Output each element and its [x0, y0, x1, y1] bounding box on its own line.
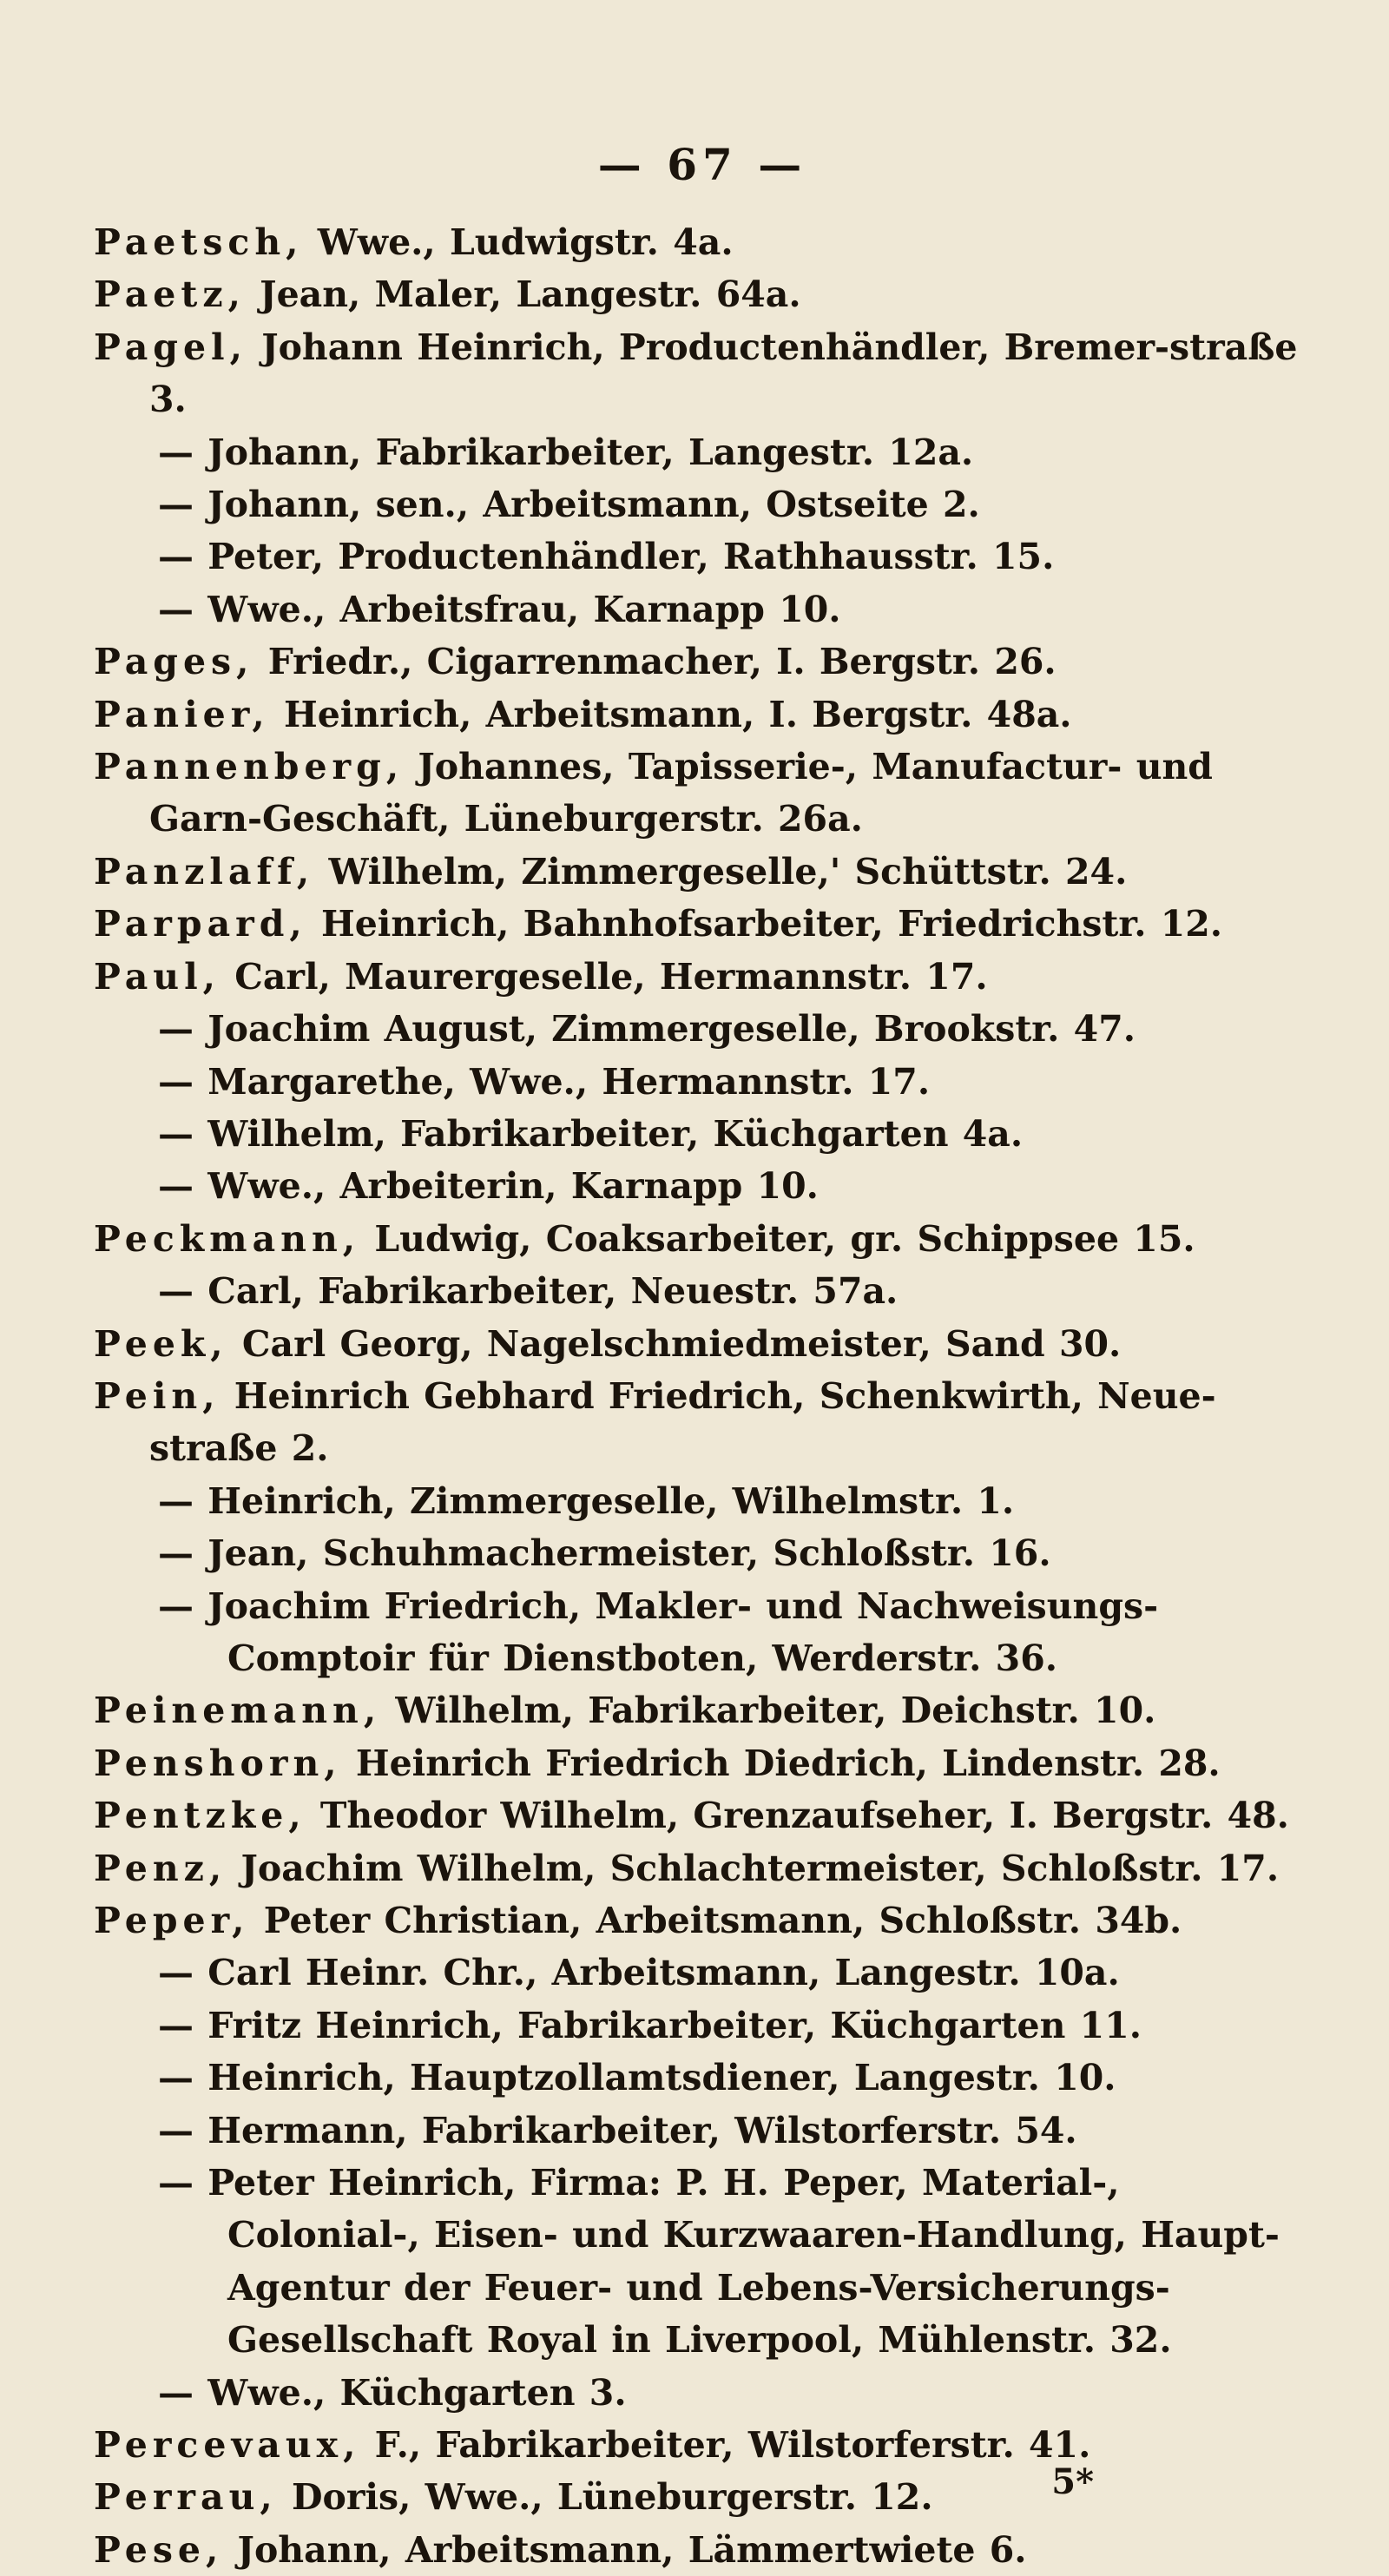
- entry-surname: Peek,: [94, 1322, 228, 1365]
- entry-surname: Pese,: [94, 2528, 224, 2571]
- entry-details: Doris, Wwe., Lüneburgerstr. 12.: [291, 2476, 933, 2519]
- entry-details: Fritz Heinrich, Fabrikarbeiter, Küchgarten 11.: [207, 2004, 1142, 2046]
- entry-details: Wwe., Arbeiterin, Karnapp 10.: [207, 1165, 819, 1208]
- entry-details: Johann, Arbeitsmann, Lämmertwiete 6.: [237, 2528, 1027, 2571]
- entry-surname: Peper,: [94, 1900, 250, 1941]
- repeat-dash: —: [158, 484, 194, 526]
- directory-entry: [94, 321, 1311, 426]
- entry-details: Heinrich Gebhard Friedrich, Schenkwirth, Neue-straße 2.: [149, 1374, 1216, 1470]
- repeat-dash: —: [158, 1008, 194, 1051]
- entry-surname: Pentzke,: [94, 1795, 306, 1837]
- entry-details: Carl, Fabrikarbeiter, Neuestr. 57a.: [207, 1270, 899, 1313]
- entry-details: Heinrich, Hauptzollamtsdiener, Langestr. 10.: [207, 2057, 1116, 2099]
- entry-list: [94, 216, 1311, 2576]
- directory-entry: [94, 2367, 1311, 2419]
- directory-entry: [94, 426, 1311, 478]
- directory-entry: [94, 478, 1311, 530]
- directory-entry: [94, 1056, 1311, 1108]
- directory-entry: [94, 636, 1311, 688]
- entry-surname: Panier,: [94, 693, 270, 735]
- entry-details: Peter Heinrich, Firma: P. H. Peper, Material-, Colonial-, Eisen- und Kurzwaaren-Handlung, Haupt-Agentur der Feuer- und Lebens-Versicherungs-Gesellschaft Royal in Liverpool, Mühlenstr. 32.: [207, 2162, 1280, 2362]
- directory-entry: [94, 1947, 1311, 1999]
- entry-surname: Pein,: [94, 1374, 221, 1417]
- entry-details: F., Fabrikarbeiter, Wilstorferstr. 41.: [374, 2424, 1091, 2467]
- entry-surname: Parpard,: [94, 903, 307, 945]
- repeat-dash: —: [158, 2371, 194, 2414]
- repeat-dash: —: [158, 1532, 194, 1575]
- repeat-dash: —: [158, 1952, 194, 1994]
- directory-entry: [94, 2524, 1311, 2576]
- repeat-dash: —: [158, 431, 194, 473]
- entry-surname: Penz,: [94, 1847, 227, 1889]
- repeat-dash: —: [158, 2109, 194, 2151]
- directory-entry: [94, 2419, 1311, 2471]
- directory-entry: [94, 1265, 1311, 1317]
- entry-surname: Perrau,: [94, 2476, 278, 2519]
- directory-entry: [94, 1527, 1311, 1579]
- directory-entry: [94, 1789, 1311, 1841]
- directory-entry: [94, 268, 1311, 320]
- directory-entry: [94, 583, 1311, 636]
- directory-entry: [94, 1160, 1311, 1212]
- entry-details: Friedr., Cigarrenmacher, I. Bergstr. 26.: [267, 641, 1057, 683]
- directory-entry: [94, 1580, 1311, 1685]
- entry-details: Carl, Maurergeselle, Hermannstr. 17.: [234, 955, 988, 998]
- directory-entry: [94, 2105, 1311, 2157]
- entry-surname: Pagel,: [94, 326, 247, 368]
- directory-entry: [94, 951, 1311, 1003]
- repeat-dash: —: [158, 1270, 194, 1313]
- entry-details: Ludwig, Coaksarbeiter, gr. Schippsee 15.: [374, 1217, 1195, 1260]
- directory-entry: [94, 1684, 1311, 1736]
- entry-details: Heinrich, Zimmergeselle, Wilhelmstr. 1.: [207, 1479, 1015, 1522]
- entry-details: Joachim Friedrich, Makler- und Nachweisungs-Comptoir für Dienstboten, Werderstr. 36.: [207, 1584, 1159, 1679]
- entry-details: Johann Heinrich, Productenhändler, Bremer-straße 3.: [149, 326, 1298, 421]
- directory-entry: [94, 846, 1311, 898]
- entry-details: Wilhelm, Fabrikarbeiter, Küchgarten 4a.: [207, 1112, 1024, 1155]
- directory-entry: [94, 1108, 1311, 1160]
- directory-entry: [94, 1318, 1311, 1370]
- directory-entry: [94, 1213, 1311, 1265]
- page-number: — 67 —: [597, 139, 807, 190]
- entry-details: Wwe., Arbeitsfrau, Karnapp 10.: [207, 588, 841, 630]
- entry-details: Carl Georg, Nagelschmiedmeister, Sand 30.: [241, 1322, 1122, 1365]
- directory-entry: [94, 1894, 1311, 1947]
- repeat-dash: —: [158, 1165, 194, 1208]
- entry-details: Johann, sen., Arbeitsmann, Ostseite 2.: [207, 484, 980, 526]
- entry-details: Heinrich, Bahnhofsarbeiter, Friedrichstr. 12.: [320, 903, 1223, 945]
- entry-surname: Pannenberg,: [94, 746, 405, 788]
- directory-entry: [94, 2052, 1311, 2104]
- entry-surname: Panzlaff,: [94, 850, 315, 893]
- repeat-dash: —: [158, 2162, 194, 2204]
- entry-surname: Paetsch,: [94, 221, 304, 263]
- entry-details: Joachim August, Zimmergeselle, Brookstr. 47.: [207, 1008, 1136, 1051]
- entry-surname: Penshorn,: [94, 1742, 342, 1784]
- repeat-dash: —: [158, 1584, 194, 1627]
- entry-details: Theodor Wilhelm, Grenzaufseher, I. Bergstr. 48.: [319, 1795, 1289, 1837]
- signature-mark: 5*: [1051, 2461, 1094, 2502]
- repeat-dash: —: [158, 2057, 194, 2099]
- entry-details: Peter Christian, Arbeitsmann, Schloßstr. 34b.: [263, 1900, 1182, 1941]
- entry-details: Heinrich, Arbeitsmann, I. Bergstr. 48a.: [283, 693, 1072, 735]
- directory-entry: [94, 688, 1311, 741]
- repeat-dash: —: [158, 1479, 194, 1522]
- entry-details: Jean, Maler, Langestr. 64a.: [260, 273, 801, 316]
- entry-details: Peter, Productenhändler, Rathhausstr. 15.: [207, 536, 1055, 578]
- entry-details: Heinrich Friedrich Diedrich, Lindenstr. 28.: [355, 1742, 1221, 1784]
- entry-surname: Paul,: [94, 955, 221, 998]
- directory-entry: [94, 1370, 1311, 1475]
- entry-details: Johannes, Tapisserie-, Manufactur- und Garn-Geschäft, Lüneburgerstr. 26a.: [149, 746, 1213, 840]
- directory-entry: [94, 216, 1311, 268]
- entry-surname: Percevaux,: [94, 2424, 361, 2467]
- directory-entry: [94, 1475, 1311, 1527]
- entry-details: Margarethe, Wwe., Hermannstr. 17.: [207, 1060, 931, 1103]
- entry-details: Wilhelm, Zimmergeselle,' Schüttstr. 24.: [328, 850, 1128, 893]
- repeat-dash: —: [158, 1060, 194, 1103]
- repeat-dash: —: [158, 2004, 194, 2046]
- directory-entry: [94, 898, 1311, 950]
- directory-entry: [94, 1842, 1311, 1894]
- entry-details: Carl Heinr. Chr., Arbeitsmann, Langestr. 10a.: [207, 1952, 1120, 1994]
- directory-entry: [94, 741, 1311, 846]
- directory-entry: [94, 2000, 1311, 2052]
- entry-details: Johann, Fabrikarbeiter, Langestr. 12a.: [207, 431, 974, 473]
- entry-details: Jean, Schuhmachermeister, Schloßstr. 16.: [207, 1532, 1051, 1575]
- directory-entry: [94, 2157, 1311, 2367]
- entry-details: Wwe., Küchgarten 3.: [207, 2371, 627, 2414]
- repeat-dash: —: [158, 536, 194, 578]
- entry-details: Wwe., Ludwigstr. 4a.: [317, 221, 734, 263]
- repeat-dash: —: [158, 1112, 194, 1155]
- entry-details: Joachim Wilhelm, Schlachtermeister, Schloßstr. 17.: [240, 1847, 1280, 1889]
- entry-surname: Paetz,: [94, 273, 246, 316]
- directory-entry: [94, 530, 1311, 583]
- entry-details: Wilhelm, Fabrikarbeiter, Deichstr. 10.: [395, 1690, 1156, 1732]
- directory-entry: [94, 2471, 1311, 2523]
- entry-surname: Peckmann,: [94, 1217, 361, 1260]
- directory-entry: [94, 1003, 1311, 1055]
- directory-entry: [94, 1737, 1311, 1789]
- repeat-dash: —: [158, 588, 194, 630]
- entry-details: Hermann, Fabrikarbeiter, Wilstorferstr. 54.: [207, 2109, 1077, 2151]
- entry-surname: Peinemann,: [94, 1690, 382, 1732]
- entry-surname: Pages,: [94, 641, 254, 683]
